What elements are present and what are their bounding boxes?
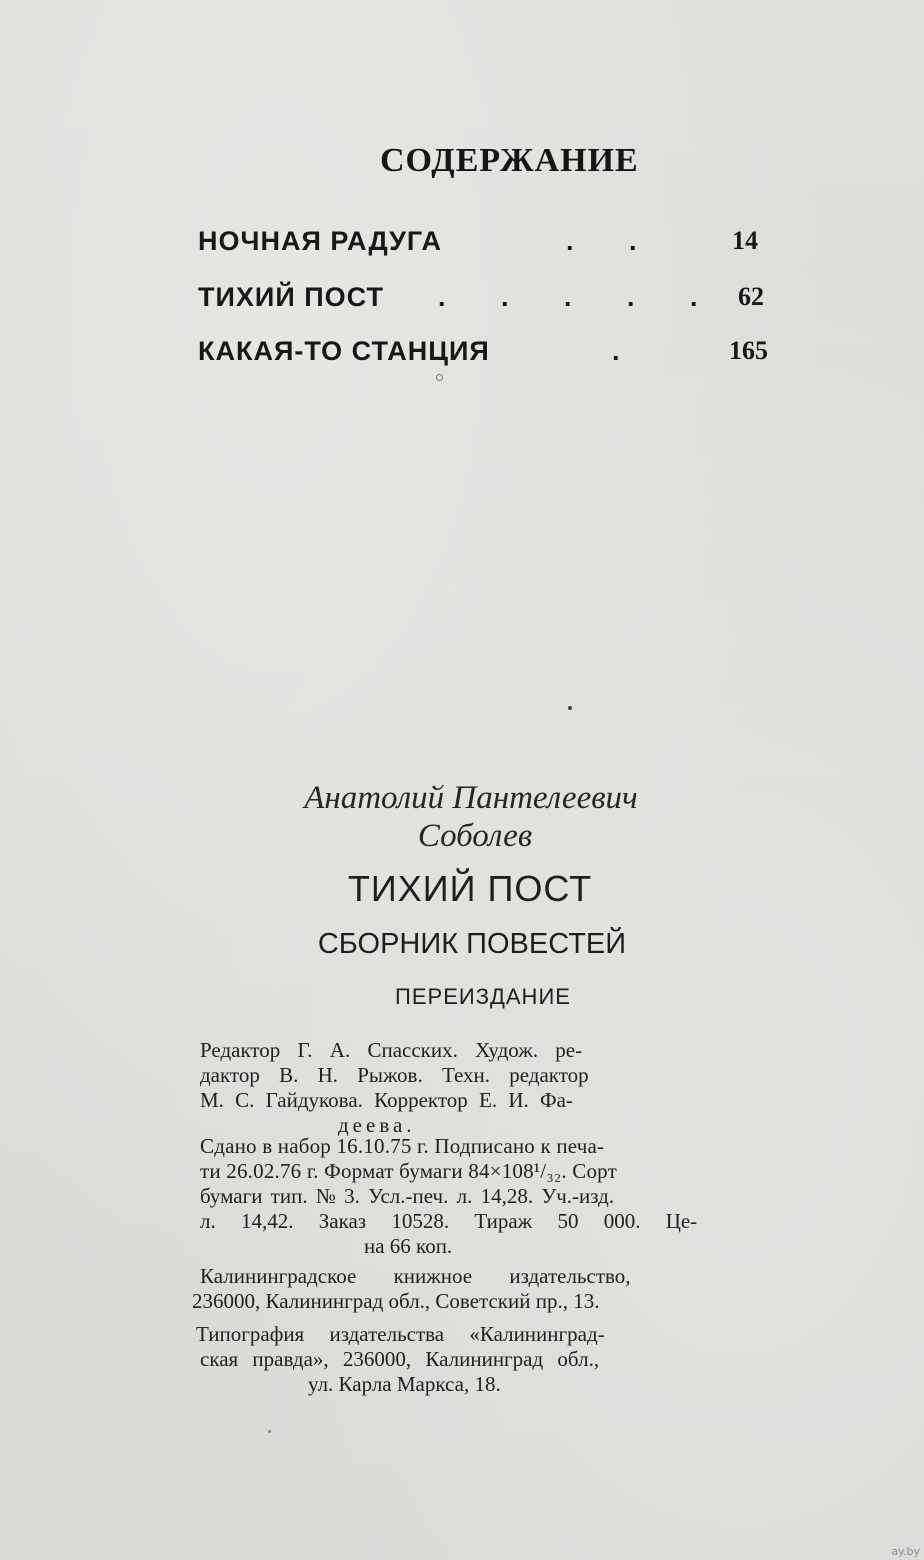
imprint-line: ти 26.02.76 г. Формат бумаги 84×108¹/₃₂. Сорт	[200, 1159, 617, 1183]
imprint-printer	[196, 1322, 768, 1397]
toc-item-page: 62	[738, 282, 764, 311]
imprint-line: дактор В. Н. Рыжов. Техн. редактор	[200, 1063, 589, 1087]
edition-note: ПЕРЕИЗДАНИЕ	[395, 984, 571, 1009]
paper-speck	[436, 374, 443, 381]
imprint-line: М. С. Гайдукова. Корректор Е. И. Фа-	[200, 1088, 573, 1112]
toc-item-label: НОЧНАЯ РАДУГА	[198, 226, 442, 256]
toc-title: СОДЕРЖАНИЕ	[380, 142, 639, 179]
toc-item-tikhiy-post	[198, 282, 768, 322]
imprint-line: ская правда», 236000, Калининград обл.,	[200, 1347, 600, 1371]
paper-speck	[268, 1430, 271, 1433]
imprint-line: Сдано в набор 16.10.75 г. Подписано к печа-	[200, 1134, 605, 1158]
book-subtitle: СБОРНИК ПОВЕСТЕЙ	[317, 928, 627, 960]
imprint-line: Калининградское книжное издательство,	[200, 1264, 631, 1288]
imprint-line: ул. Карла Маркса, 18.	[308, 1372, 501, 1396]
toc-leader-dots: . . . . .	[438, 282, 722, 312]
toc-leader-dots: .	[612, 336, 644, 366]
toc-item-kakaya-to-stantsiya	[198, 336, 768, 376]
imprint-printing	[200, 1134, 772, 1259]
imprint-line: 236000, Калининград обл., Советский пр., 13.	[192, 1289, 600, 1313]
imprint-line: Типография издательства «Калининград-	[196, 1322, 605, 1346]
toc-item-page: 165	[729, 336, 768, 365]
toc-item-label: КАКАЯ-ТО СТАНЦИЯ	[198, 336, 490, 366]
toc-item-nochnaya-raduga	[198, 226, 768, 266]
toc-item-page: 14	[732, 226, 758, 255]
author-name-first: Анатолий Пантелеевич	[304, 780, 638, 816]
author-name-last: Соболев	[417, 818, 533, 854]
toc-leader-dots: . .	[566, 226, 661, 256]
imprint-publisher	[192, 1264, 772, 1314]
imprint-line: на 66 коп.	[364, 1234, 453, 1258]
imprint-line: Редактор Г. А. Спасских. Худож. ре-	[200, 1038, 583, 1062]
imprint-line: бумаги тип. № 3. Усл.-печ. л. 14,28. Уч.-изд.	[200, 1184, 615, 1208]
paper-speck	[568, 706, 572, 710]
imprint-line: л. 14,42. Заказ 10528. Тираж 50 000. Це-	[200, 1209, 698, 1233]
watermark: ay.by	[891, 1545, 920, 1558]
imprint-line: деева.	[338, 1113, 416, 1137]
book-title: ТИХИЙ ПОСТ	[347, 868, 593, 909]
toc-item-label: ТИХИЙ ПОСТ	[198, 282, 384, 312]
imprint-credits	[200, 1038, 772, 1138]
